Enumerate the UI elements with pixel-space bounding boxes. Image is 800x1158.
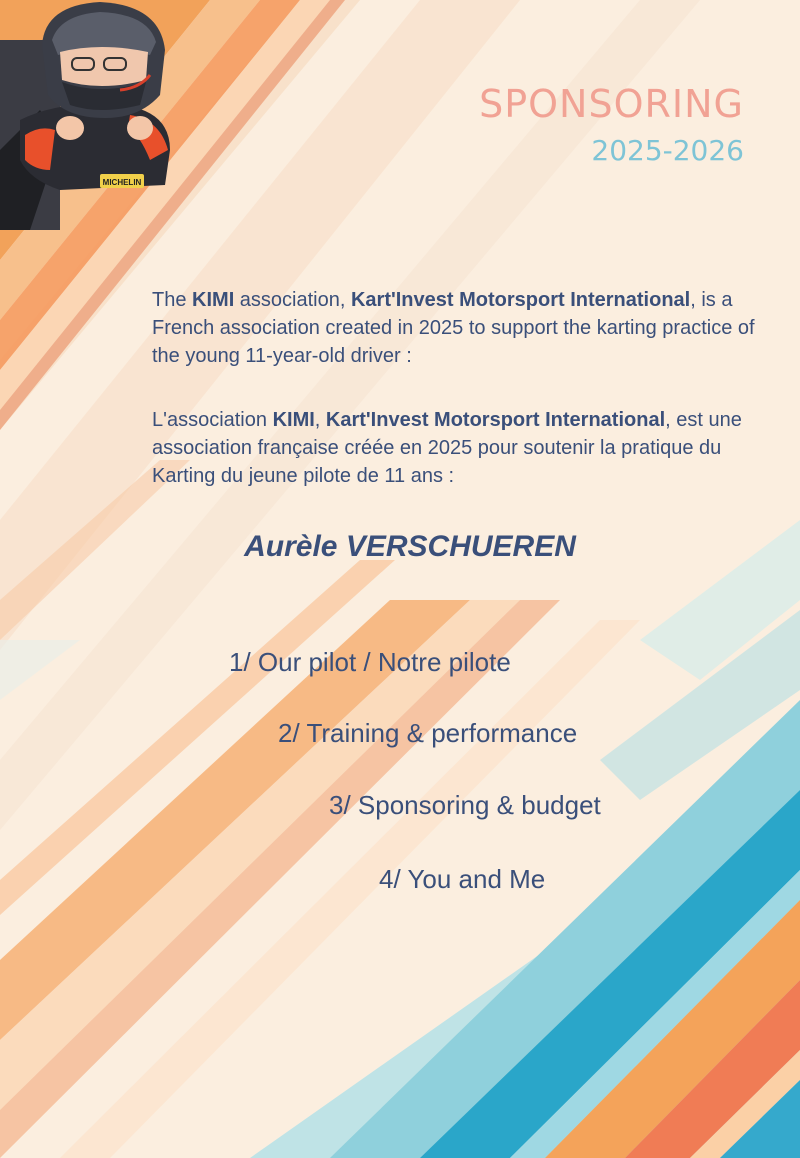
intro-fr-text-2: ,: [314, 409, 326, 431]
intro-fr-text-3: , est une association française créée en 2025 pour soutenir la pratique du Karting du jeune pilote de 11 ans :: [152, 409, 742, 487]
intro-en-kimi: KIMI: [192, 289, 235, 311]
intro-en-text-3: , is a French association created in 2025 to support the karting practice of the young 11-year-old driver :: [152, 289, 755, 367]
intro-fr-text-1: L'association: [152, 409, 273, 431]
pilot-name: Aurèle VERSCHUEREN: [244, 530, 576, 563]
karting-driver-helmet-photo: [0, 0, 180, 230]
suit-patch: MICHELIN: [102, 178, 142, 187]
intro-en-text-2: association,: [234, 289, 351, 311]
toc-item-training: 2/ Training & performance: [278, 718, 578, 748]
toc-item-you-and-me: 4/ You and Me: [379, 864, 546, 894]
toc-item-sponsoring: 3/ Sponsoring & budget: [329, 790, 601, 820]
sponsoring-title: SPONSORING: [479, 82, 744, 126]
intro-en-association-name: Kart'Invest Motorsport International: [350, 289, 691, 311]
intro-french: [152, 406, 762, 490]
intro-fr-association-name: Kart'Invest Motorsport International: [325, 409, 666, 431]
intro-fr-kimi: KIMI: [272, 409, 315, 431]
intro-en-text-1: The: [152, 289, 193, 311]
season-years: 2025-2026: [591, 134, 744, 167]
intro-english: [152, 286, 762, 370]
toc-item-our-pilot: 1/ Our pilot / Notre pilote: [229, 647, 511, 677]
